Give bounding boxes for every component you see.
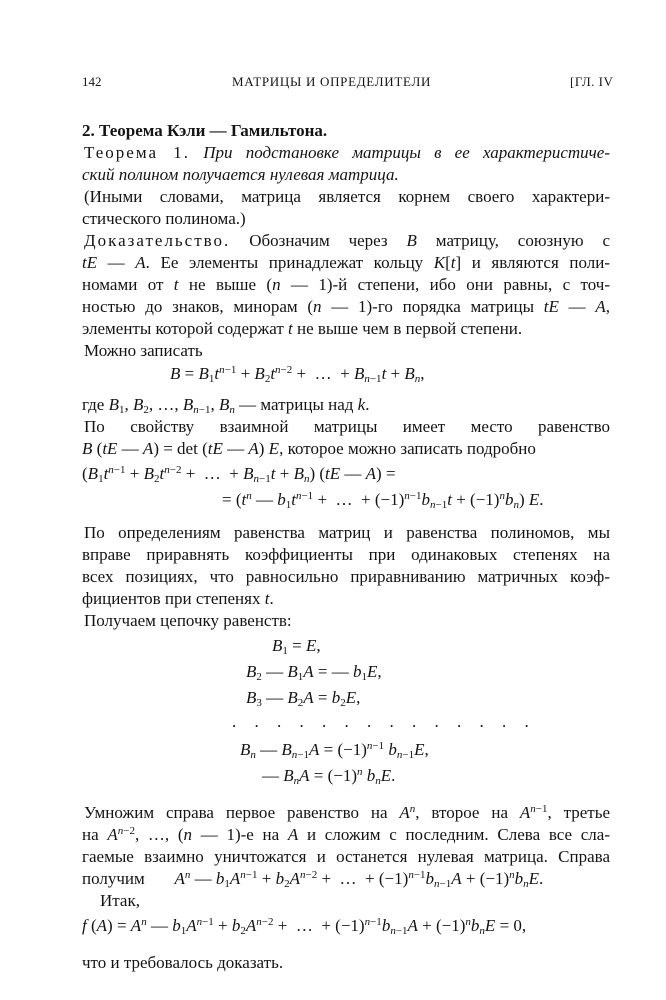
section-heading: 2. Теорема Кэли — Гамильтона. (82, 121, 328, 140)
conclusion-line: что и требовалось доказать. (82, 953, 284, 972)
para3-line-5: Итак, (100, 891, 140, 910)
theorem-line-2: ский полином получается нулевая матрица. (82, 165, 399, 184)
page-number: 142 (82, 74, 102, 89)
equation-detailed-line-1: ($B_1t^{n-1} + B_2t^{n-2}$ + … + $B_{n-1}t + B_n$) (tE — A) = (82, 464, 396, 485)
proof-line-5: элементы которой содержат t не выше чем в первой степени. (82, 319, 523, 338)
proof-line-3: номами от t не выше (n — 1)-й степени, ибо они равны, с точ- (82, 275, 610, 294)
theorem-line-1: Теорема 1. При подстановке матрицы в ее характеристиче- (84, 143, 610, 162)
equation-final: f $(A) = A^n$ — $b_1A^{n-1} + b_2A^{n-2}$ + … + $(-1)^{n-1}b_{n-1}A + (-1)^nb_nE = 0$, (82, 916, 527, 937)
para3-line-2: на $A^{n-2}$, …, (n — 1)-е на A и сложим с последним. Слева все сла- (82, 825, 610, 844)
proof-line-7: где $B_1$, $B_2$, …, $B_{n-1}$, $B_n$ — матрицы над k. (82, 395, 370, 416)
para2-line-5: Получаем цепочку равенств: (84, 611, 292, 630)
chapter-label: [ГЛ. IV (570, 74, 614, 89)
para3-line-3: гаемые взаимно уничтожатся и останется нулевая матрица. Справа (82, 847, 610, 866)
chain-eq-5: — $B_nA = (-1)^n$ $b_nE$. (262, 766, 396, 787)
chain-eq-3: $B_3$ — $B_2A = b_2E$, (246, 688, 361, 709)
proof-line-9: B (tE — A) = det (tE — A) E, которое можно записать подробно (82, 439, 536, 458)
para3-line-1: Умножим справа первое равенство на $A^n$, второе на $A^{n-1}$, третье (84, 803, 610, 822)
para3-line-4: получим $A^n$ — $b_1A^{n-1} + b_2A^{n-2}$ + … + $(-1)^{n-1}b_{n-1}A + (-1)^nb_nE$. (82, 869, 544, 890)
theorem-label: Теорема 1. (84, 143, 190, 162)
para2-line-3: всех позициях, что равносильно приравниванию матричных коэф- (82, 567, 610, 586)
chain-eq-1: $B_1 = E$, (272, 636, 321, 657)
chain-ellipsis: . . . . . . . . . . . . . . (232, 712, 536, 731)
para2-line-2: вправе приравнять коэффициенты при одинаковых степенях на (82, 545, 610, 564)
proof-label: Доказательство. (84, 231, 231, 250)
para2-line-4: фициентов при степенях t. (82, 589, 274, 608)
remark-line-1: (Иными словами, матрица является корнем своего характери- (84, 187, 610, 206)
remark-line-2: стического полинома.) (82, 209, 246, 228)
proof-line-1: Доказательство. Обозначим через B матрицу, союзную с (84, 231, 610, 250)
equation-detailed-line-2: = ($t^n$ — $b_1t^{n-1}$ + … + $(-1)^{n-1}b_{n-1}t + (-1)^nb_n$) E. (222, 490, 544, 511)
chain-eq-2: $B_2$ — $B_1A$ = — $b_1E$, (246, 662, 382, 683)
proof-line-4: ностью до знаков, минорам (n — 1)-го порядка матрицы tE — A, (82, 297, 610, 316)
para2-line-1: По определениям равенства матриц и равенства полиномов, мы (84, 523, 610, 542)
chain-eq-4: $B_n$ — $B_{n-1}A = (-1)^{n-1}$ $b_{n-1}E$, (240, 740, 429, 761)
proof-line-2: tE — A. Ее элементы принадлежат кольцу K[t] и являются поли- (82, 253, 610, 272)
running-title: МАТРИЦЫ И ОПРЕДЕЛИТЕЛИ (232, 74, 432, 89)
proof-line-8: По свойству взаимной матрицы имеет место равенство (84, 417, 610, 436)
proof-line-6: Можно записать (84, 341, 203, 360)
equation-b-expansion: $B = B_1t^{n-1} + B_2t^{n-2}$ + … + $B_{n-1}t + B_n$, (170, 364, 425, 385)
